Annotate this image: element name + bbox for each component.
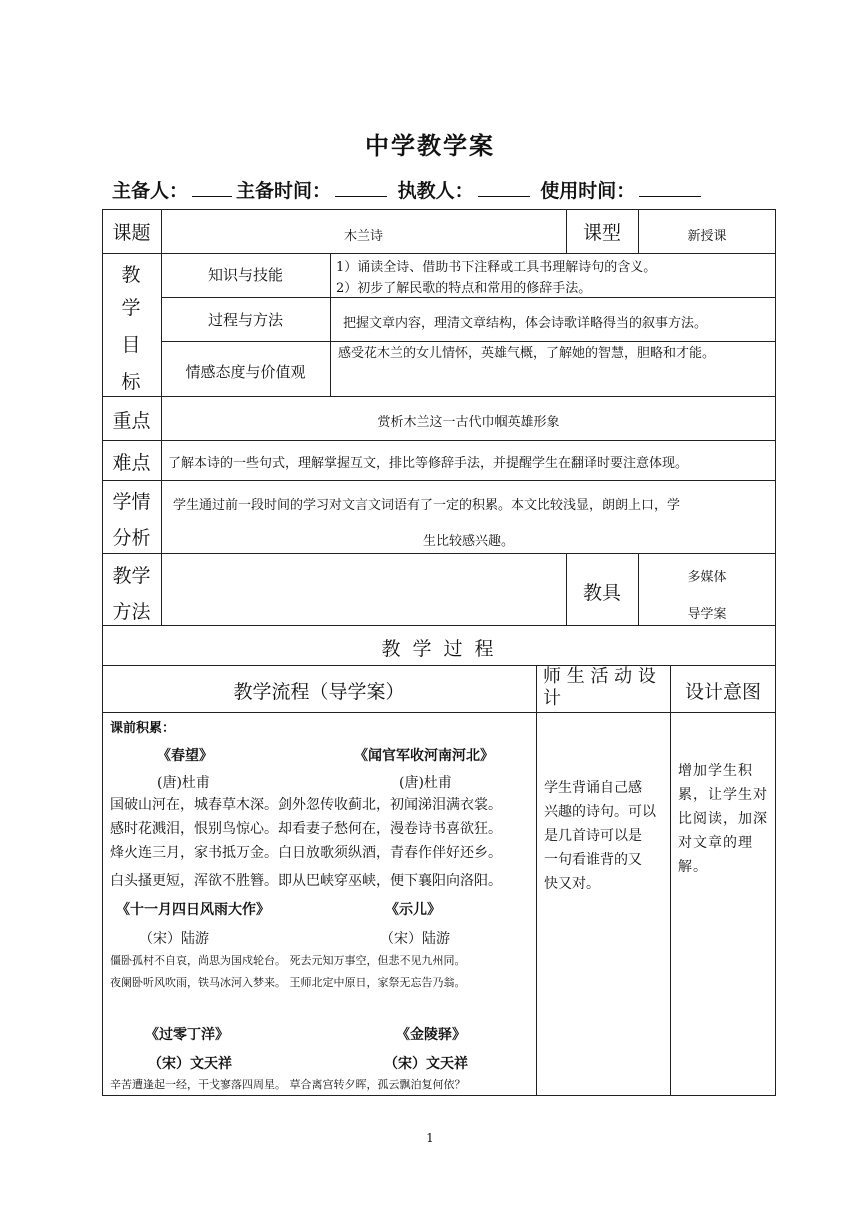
goal-knowledge-line: 2）初步了解民歌的特点和常用的修辞手法。	[336, 281, 592, 296]
type-label: 课型	[582, 222, 621, 244]
goals-label-char: 目	[121, 334, 141, 356]
intent-line: 解。	[678, 859, 708, 875]
poem-line: 辛苦遭逢起一经，干戈寥落四周星。 草合离宫转夕晖，孤云飘泊复何依？	[110, 1078, 466, 1091]
teacher-blank	[478, 178, 530, 197]
goal-emotion-line: 感受花木兰的女儿情怀，英雄气概，了解她的智慧，胆略和才能。	[338, 346, 716, 361]
col-activity-header-line: 师 生 活 动 设	[543, 666, 656, 687]
goal-emotion-label: 情感态度与价值观	[185, 363, 306, 381]
analysis-label-line: 分析	[112, 527, 151, 549]
activity-line: 是几首诗可以是	[544, 828, 642, 844]
goals-label-char: 教	[121, 264, 141, 286]
poem-line: 白头搔更短，浑欲不胜簪。即从巴峡穿巫峡，便下襄阳向洛阳。	[110, 873, 502, 889]
poem-line: 夜阑卧听风吹雨，铁马冰河入梦来。 王师北定中原日，家祭无忘告乃翁。	[110, 976, 466, 989]
col-activity-header	[543, 666, 656, 710]
header-meta-line	[112, 176, 705, 203]
intent-text	[678, 759, 768, 879]
page-number: 1	[426, 1131, 434, 1145]
tools-value: 多媒体	[687, 570, 727, 585]
activity-text	[544, 776, 656, 896]
key-value: 赏析木兰这一古代巾帼英雄形象	[377, 415, 560, 430]
teacher-label: 执教人：	[397, 180, 474, 202]
col-divider	[670, 665, 671, 1096]
intent-line: 对文章的理	[678, 835, 753, 851]
prep-time-label: 主备时间：	[236, 180, 332, 202]
method-label-line: 教学	[112, 565, 151, 587]
method-label-line: 方法	[112, 601, 151, 623]
row-divider	[102, 625, 776, 626]
analysis-label-line: 学情	[112, 491, 151, 513]
goal-knowledge-label: 知识与技能	[207, 266, 283, 284]
poem-line: 国破山河在，城春草木深。剑外忽传收蓟北，初闻涕泪满衣裳。	[110, 797, 502, 813]
poem-title: 《示儿》	[385, 902, 441, 918]
col-activity-header-line: 计	[543, 688, 561, 709]
row-divider	[102, 440, 776, 441]
row-divider	[102, 253, 776, 254]
topic-value: 木兰诗	[343, 229, 383, 244]
poem-author: (唐)杜甫	[399, 775, 452, 791]
key-label: 重点	[112, 410, 151, 432]
row-divider	[102, 665, 776, 666]
preparer-blank	[192, 178, 232, 197]
topic-label: 课题	[112, 222, 151, 244]
section-title: 课前积累：	[110, 721, 176, 736]
poem-author: (唐)杜甫	[157, 775, 210, 791]
use-time-label: 使用时间：	[540, 180, 636, 202]
goals-label	[102, 260, 160, 400]
row-divider	[102, 480, 776, 481]
poem-title: 《金陵驿》	[396, 1027, 466, 1043]
type-value: 新授课	[687, 229, 727, 244]
poem-author: （宋）文天祥	[384, 1056, 468, 1072]
poem-line: 烽火连三月，家书抵万金。白日放歌须纵酒，青春作伴好还乡。	[110, 845, 502, 861]
difficulty-value: 了解本诗的一些句式，理解掌握互文，排比等修辞手法，并提醒学生在翻译时要注意体现。	[168, 456, 689, 471]
goal-knowledge-line: 1）诵读全诗、借助书下注释或工具书理解诗句的含义。	[336, 260, 657, 275]
difficulty-label: 难点	[112, 452, 151, 474]
document-title: 中学教学案	[365, 131, 495, 160]
analysis-line: 生比较感兴趣。	[422, 534, 514, 549]
tools-label: 教具	[582, 582, 621, 604]
tools-value: 导学案	[687, 607, 727, 622]
col-intent-header: 设计意图	[684, 681, 761, 703]
poem-title: 《闻官军收河南河北》	[354, 748, 494, 764]
goals-label-char: 标	[121, 371, 141, 393]
intent-line: 累，让学生对	[678, 787, 768, 803]
goal-process-line: 把握文章内容，理清文章结构，体会诗歌详略得当的叙事方法。	[343, 316, 708, 331]
poem-title: 《春望》	[157, 748, 213, 764]
preparer-label: 主备人：	[112, 180, 189, 202]
poem-title: 《十一月四日风雨大作》	[116, 902, 270, 918]
col-divider	[536, 665, 537, 1096]
poem-author: （宋）文天祥	[148, 1056, 232, 1072]
row-divider	[102, 712, 776, 713]
row-divider	[102, 396, 776, 397]
goal-process-label: 过程与方法	[207, 311, 283, 329]
poem-author: （宋）陆游	[380, 931, 450, 947]
use-time-blank	[639, 178, 701, 197]
row-divider	[161, 297, 776, 298]
activity-line: 一句看谁背的又	[544, 852, 642, 868]
intent-line: 增加学生积	[678, 763, 753, 779]
activity-line: 兴趣的诗句。可以	[544, 804, 656, 820]
poem-author: （宋）陆游	[139, 931, 209, 947]
col-divider	[330, 253, 331, 396]
goals-label-char: 学	[121, 297, 141, 319]
poem-title: 《过零丁洋》	[145, 1027, 229, 1043]
analysis-line: 学生通过前一段时间的学习对文言文词语有了一定的积累。本文比较浅显，朗朗上口，学	[173, 498, 681, 513]
poem-lines	[110, 950, 466, 994]
activity-line: 学生背诵自己感	[544, 780, 642, 796]
col-flow-header: 教学流程（导学案）	[233, 681, 405, 703]
row-divider	[102, 553, 776, 554]
poem-lines	[110, 793, 502, 893]
process-header: 教 学 过 程	[381, 638, 497, 660]
poem-line: 感时花溅泪，恨别鸟惊心。却看妻子愁何在，漫卷诗书喜欲狂。	[110, 821, 502, 837]
activity-line: 快又对。	[544, 876, 600, 892]
poem-line: 僵卧孤村不自哀，尚思为国戍轮台。 死去元知万事空，但悲不见九州同。	[110, 954, 466, 967]
prep-time-blank	[335, 178, 387, 197]
intent-line: 比阅读，加深	[678, 811, 768, 827]
